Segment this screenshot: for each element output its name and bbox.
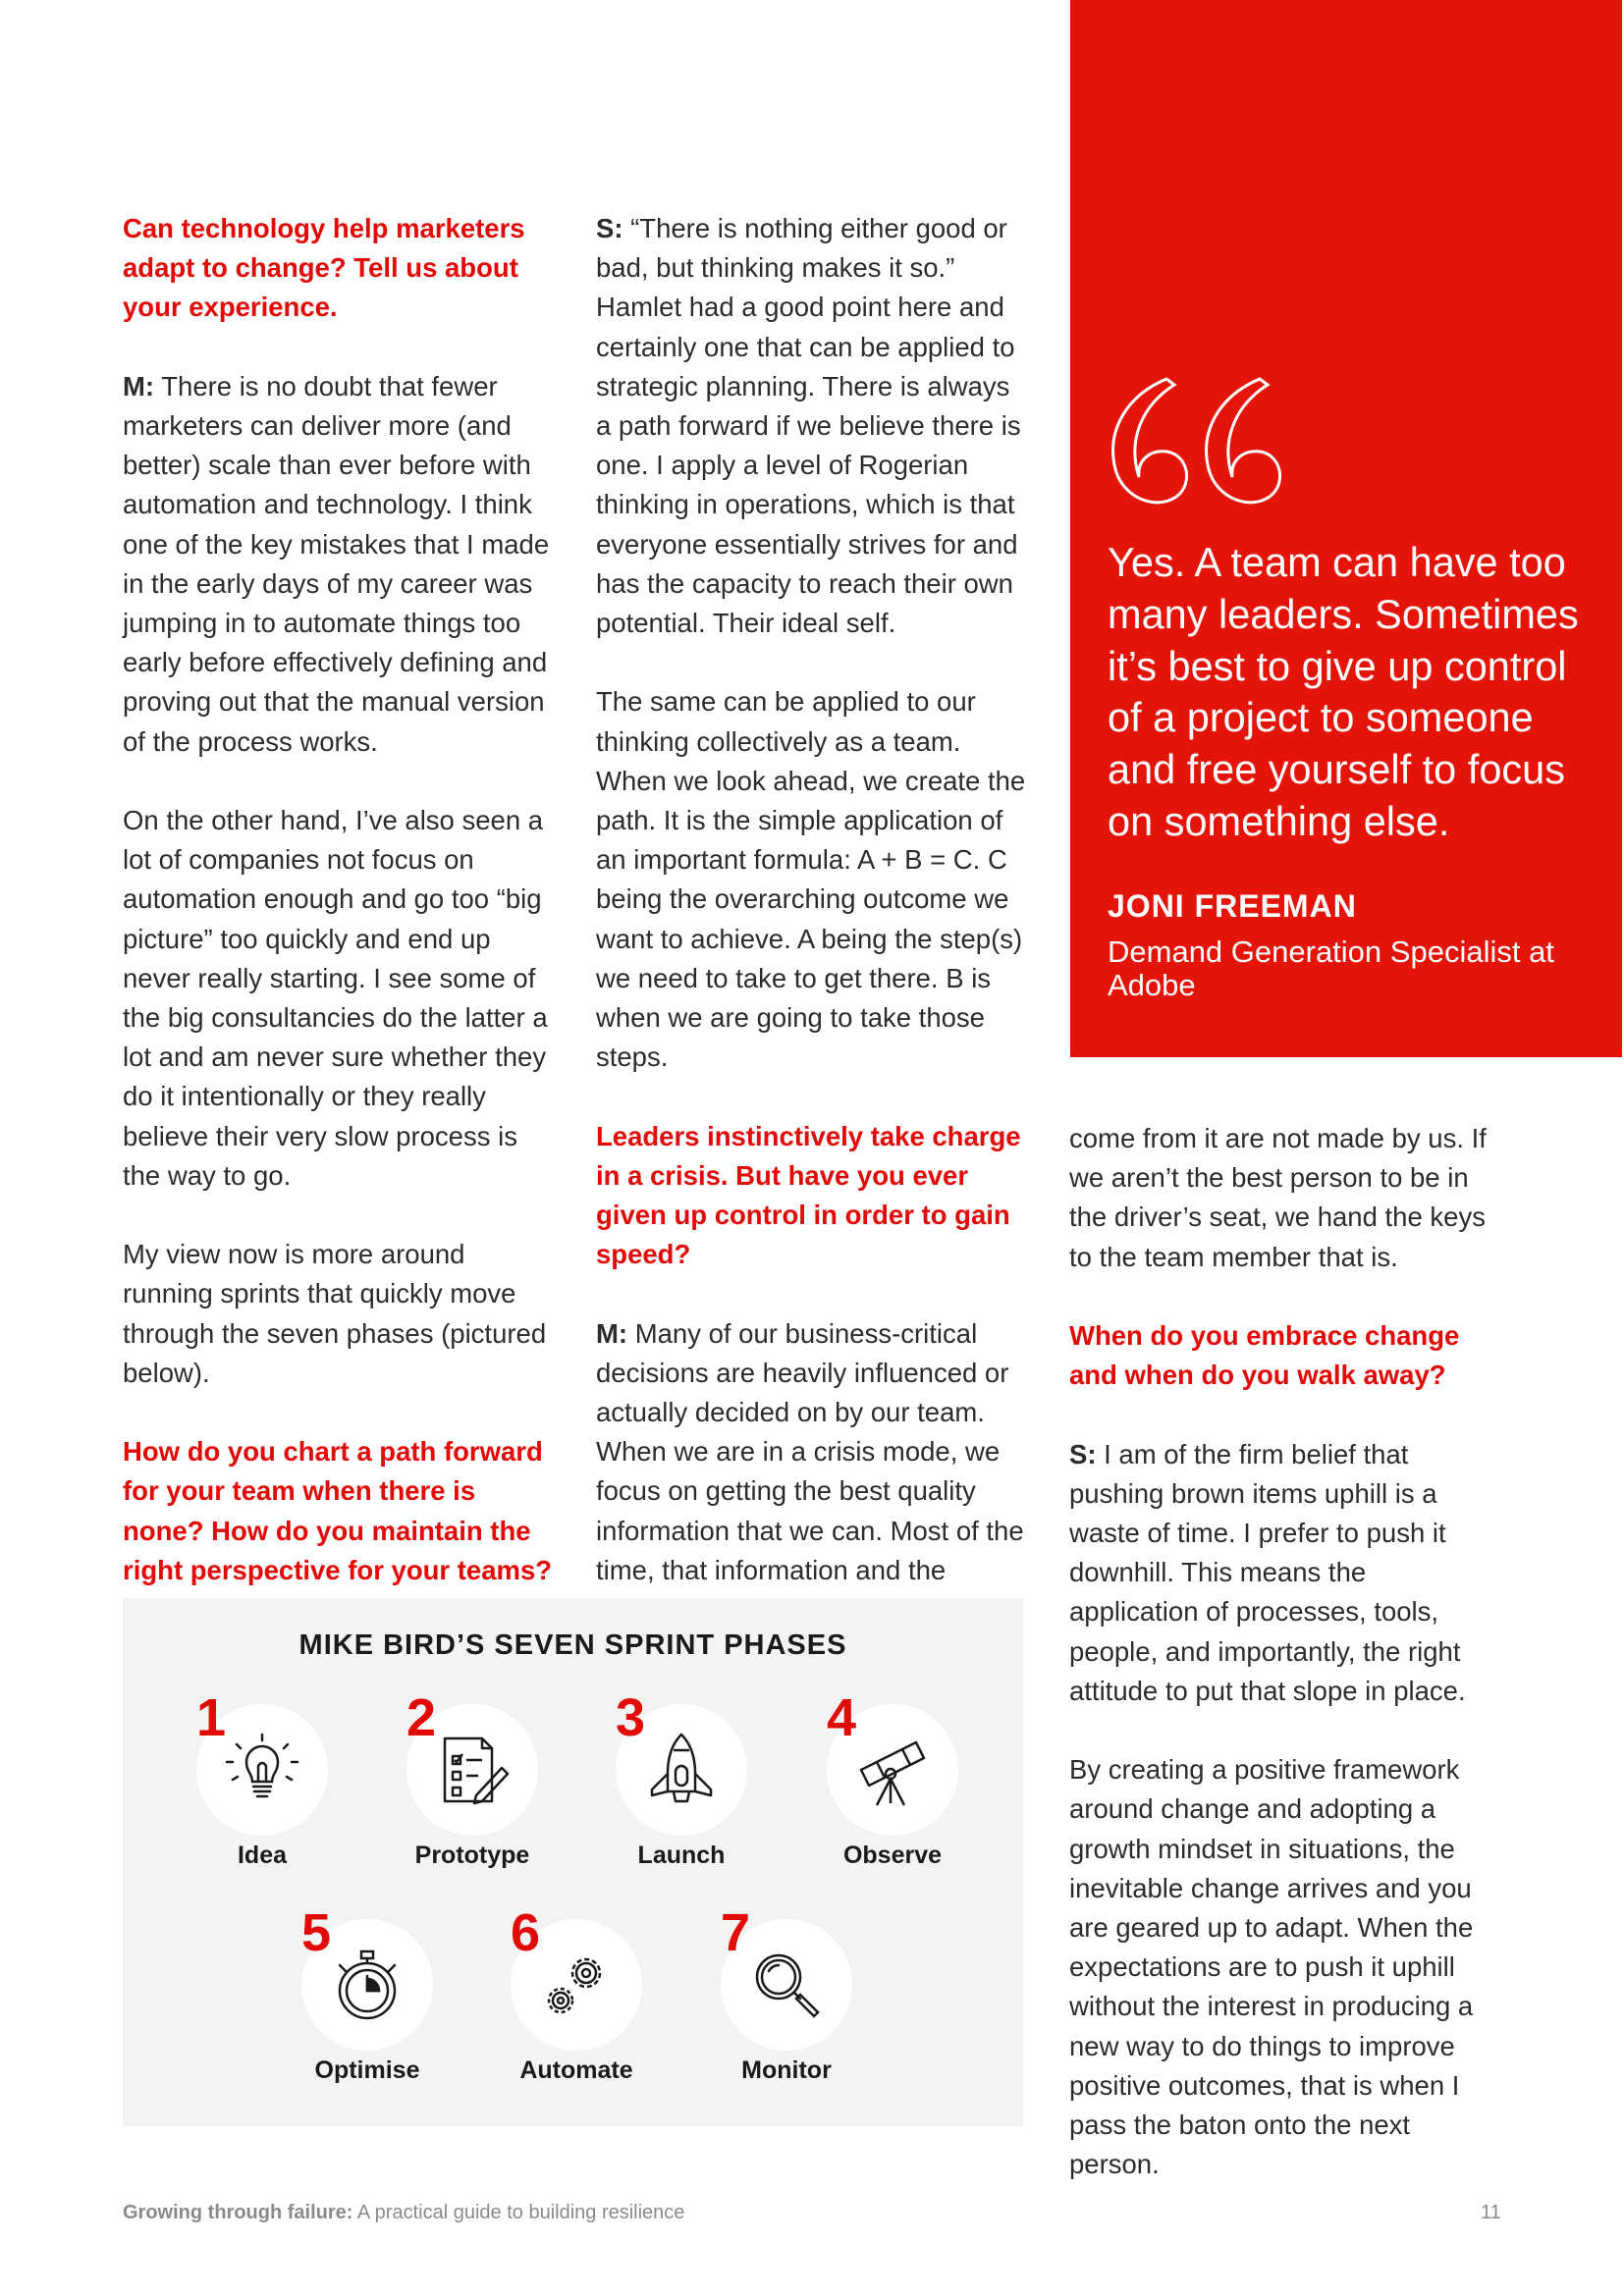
phase-label: Idea: [237, 1842, 288, 1869]
phase-prototype: [360, 1688, 557, 1891]
phase-automate: [464, 1903, 661, 2106]
quote-mark-icon: [1098, 371, 1284, 520]
phase-launch: [569, 1688, 766, 1891]
pull-quote-box: [1070, 0, 1622, 1057]
pull-quote-role: Demand Generation Specialist at Adobe: [1108, 934, 1554, 1002]
speaker-initial: S:: [1069, 1438, 1097, 1469]
column-2: [596, 209, 1028, 1669]
phase-idea: [150, 1688, 347, 1891]
answer-paragraph: [123, 367, 555, 762]
sprint-phases-panel: [123, 1598, 1023, 2126]
pull-quote-name: JONI FREEMAN: [1108, 888, 1357, 924]
column-3: [1069, 1119, 1491, 2224]
phase-number: 5: [301, 1903, 332, 1962]
speaker-initial: S:: [596, 213, 623, 243]
body-paragraph: My view now is more around running sprints that quickly move through the seven phases (pictured below).: [123, 1239, 547, 1388]
phase-number: 2: [406, 1688, 437, 1747]
stopwatch-icon: [328, 1946, 406, 2024]
phase-number: 3: [616, 1688, 646, 1747]
phase-observe: [781, 1688, 977, 1891]
magnifier-icon: [747, 1946, 826, 2024]
phase-number: 6: [511, 1903, 541, 1962]
answer-text: “There is nothing either good or bad, but thinking makes it so.” Hamlet had a good point here and certainly one that can be applied to strategic planning. There is always a path forward if we believe there is one. I apply a level of Rogerian thinking in operations, which is that everyone essentially strives for and has the capacity to reach their own potential. Their ideal self.: [596, 213, 1021, 639]
phase-optimise: [255, 1903, 452, 2106]
speaker-initial: M:: [123, 370, 155, 401]
rocket-icon: [642, 1731, 721, 1809]
answer-text: There is no doubt that fewer marketers can deliver more (and better) scale than ever before with automation and technology. I think one of the key mistakes that I made in the early days of my career was jumping in to automate things too early before effectively defining and proving out that the manual version of the process works.: [123, 370, 550, 757]
body-paragraph: By creating a positive framework around change and adopting a growth mindset in situations, the inevitable change arrives and you are geared up to adapt. When the expectations are to push it uphill without the interest in producing a new way to do things to improve positive outcomes, that is when I pass the baton onto the next person.: [1069, 1754, 1474, 2180]
page-number: 11: [1481, 2202, 1501, 2223]
answer-paragraph: [1069, 1435, 1491, 1711]
phase-label: Observe: [842, 1842, 943, 1869]
question-paragraph: How do you chart a path forward for your team when there is none? How do you maintain the right perspective for your teams?: [123, 1436, 553, 1585]
gears-icon: [537, 1946, 616, 2024]
telescope-icon: [853, 1731, 932, 1809]
phase-label: Monitor: [741, 2056, 832, 2084]
phase-number: 7: [721, 1903, 751, 1962]
answer-paragraph: [596, 1314, 1028, 1630]
checklist-icon: [433, 1731, 512, 1809]
phase-monitor: [675, 1903, 871, 2106]
question-paragraph: When do you embrace change and when do you walk away?: [1069, 1320, 1460, 1391]
answer-text: Many of our business-critical decisions are heavily influenced or actually decided on by our team. When we are in a crisis mode, we focus on getting the best quality information that we can. Most of the time, that information and the: [596, 1317, 1024, 1585]
lightbulb-icon: [223, 1731, 301, 1809]
phase-label: Optimise: [314, 2056, 420, 2084]
column-1: [123, 209, 555, 1629]
body-paragraph: come from it are not made by us. If we aren’t the best person to be in the driver’s seat, we hand the keys to the team member that is.: [1069, 1123, 1487, 1272]
body-paragraph: On the other hand, I’ve also seen a lot of companies not focus on automation enough and go too “big picture” too quickly and end up never really starting. I see some of the big consultancies do the latter a lot and am never sure whether they do it intentionally or they really believe their very slow process is the way to go.: [123, 805, 548, 1191]
sprint-phases-title: MIKE BIRD’S SEVEN SPRINT PHASES: [298, 1629, 847, 1661]
body-paragraph: The same can be applied to our thinking collectively as a team. When we look ahead, we create the path. It is the simple application of an important formula: A + B = C. C being the overarching outcome we want to achieve. A being the step(s) we need to take to get there. B is when we are going to take those steps.: [596, 686, 1026, 1073]
footer-title: [123, 2202, 684, 2224]
footer-title-bold: Growing through failure:: [123, 2202, 353, 2223]
phase-number: 1: [196, 1688, 227, 1747]
footer-title-rest: A practical guide to building resilience: [352, 2202, 685, 2223]
question-paragraph: Leaders instinctively take charge in a crisis. But have you ever given up control in order to gain speed?: [596, 1120, 1021, 1270]
answer-text: I am of the firm belief that pushing brown items uphill is a waste of time. I prefer to push it downhill. This means the application of processes, tools, people, and importantly, the right attitude to put that slope in place.: [1069, 1438, 1466, 1706]
question-paragraph: Can technology help marketers adapt to change? Tell us about your experience.: [123, 213, 525, 323]
answer-paragraph: [596, 209, 1028, 643]
speaker-initial: M:: [596, 1317, 628, 1349]
phase-label: Prototype: [414, 1842, 530, 1869]
phase-label: Automate: [519, 2056, 633, 2084]
phase-label: Launch: [637, 1842, 726, 1869]
pull-quote-text: Yes. A team can have too many leaders. Sometimes it’s best to give up control of a project to someone and free yourself to focus on something else.: [1108, 539, 1579, 844]
phase-number: 4: [827, 1688, 857, 1747]
